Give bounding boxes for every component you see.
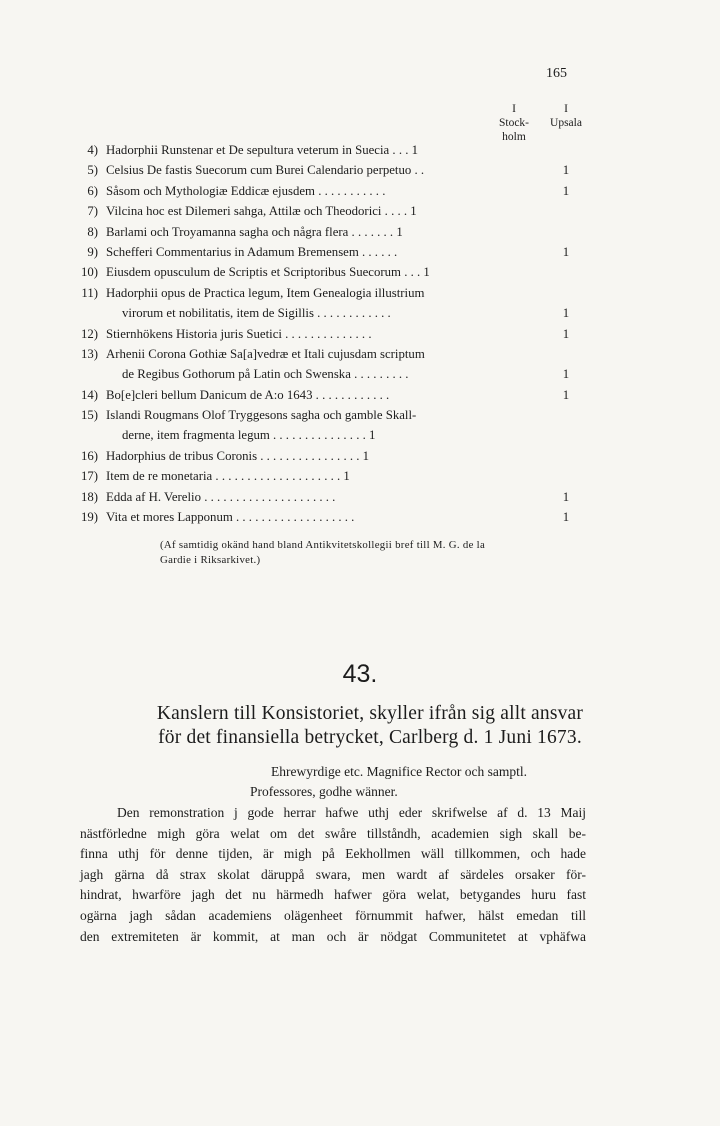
page-number: 165 (546, 66, 567, 81)
item-text: Bo[e]cleri bellum Danicum de A:o 1643 . . . . . . . . . . . . (106, 387, 390, 402)
item-text: virorum et nobilitatis, item de Sigillis . . . . . . . . . . . . (122, 306, 391, 321)
upsala-mark: 1 (562, 367, 570, 382)
item-number: 11) (81, 285, 98, 300)
list-item-line (0, 306, 720, 326)
item-text: Hadorphii Runstenar et De sepultura veterum in Suecia . . . 1 (106, 143, 419, 157)
salutation-line: Professores, godhe wänner. (250, 784, 398, 799)
upsala-mark: 1 (562, 306, 570, 321)
heading-line: för det finansiella betrycket, Carlberg d. 1 Juni 1673. (158, 727, 582, 748)
source-note (160, 538, 590, 568)
upsala-mark: 1 (562, 163, 570, 178)
item-text: Barlami och Troyamanna sagha och några flera . . . . . . . 1 (106, 224, 403, 239)
item-number: 17) (80, 469, 98, 484)
list-item-line (0, 408, 720, 428)
upsala-mark: 1 (562, 244, 570, 259)
document-heading (70, 702, 670, 750)
list-item-line (0, 225, 720, 245)
item-number: 14) (80, 387, 98, 402)
item-text: Schefferi Commentarius in Adamum Bremensem . . . . . . (106, 244, 398, 259)
item-text: Islandi Rougmans Olof Tryggesons sagha och gamble Skall- (106, 408, 417, 423)
list-item-line (0, 327, 720, 347)
item-number: 10) (80, 265, 98, 280)
upsala-mark: 1 (562, 510, 570, 525)
source-note-line: (Af samtidig okänd hand bland Antikvitetskollegii bref till M. G. de la (160, 539, 486, 551)
list-item-line (0, 286, 720, 306)
item-text: Stiernhökens Historia juris Suetici . . . . . . . . . . . . . . (106, 326, 372, 341)
column-label: Stock- (498, 117, 530, 129)
upsala-mark: 1 (562, 183, 570, 198)
list-item-line (0, 245, 720, 265)
item-number: 18) (80, 489, 98, 504)
item-number: 4) (87, 143, 98, 157)
list-item-line (0, 347, 720, 367)
salutation-line: Ehrewyrdige etc. Magnifice Rector och samptl. (271, 764, 528, 779)
list-item-line (0, 469, 720, 489)
list-item-line (0, 163, 720, 183)
item-text: Edda af H. Verelio . . . . . . . . . . . . . . . . . . . . . (106, 489, 336, 504)
column-header-upsala (542, 102, 590, 130)
list-item-line (0, 184, 720, 204)
item-number: 12) (80, 326, 98, 341)
item-text: Eiusdem opusculum de Scriptis et Scriptoribus Suecorum . . . 1 (106, 265, 430, 280)
source-note-line: Gardie i Riksarkivet.) (160, 554, 261, 566)
list-item-line (0, 388, 720, 408)
column-label: Upsala (550, 117, 582, 129)
body-line: finna uthj för denne tijden, är migh på Eekhollmen wäll tillkommen, och hade (80, 846, 586, 862)
item-number: 6) (87, 183, 98, 198)
heading-line: Kanslern till Konsistoriet, skyller ifrån sig allt ansvar (156, 703, 584, 724)
upsala-mark: 1 (562, 387, 570, 402)
list-item-line (0, 510, 720, 530)
body-line: Den remonstration j gode herrar hafwe uthj eder skrifwelse af d. 13 Maij (117, 805, 586, 820)
item-number: 9) (87, 244, 98, 259)
item-text: Arhenii Corona Gothiæ Sa[a]vedræ et Itali cujusdam scriptum (106, 346, 425, 361)
letter-body (80, 803, 586, 947)
document-number: 43. (342, 660, 378, 688)
upsala-mark: 1 (562, 326, 570, 341)
item-text: Celsius De fastis Suecorum cum Burei Calendario perpetuo . . (106, 163, 425, 178)
list-item-line (0, 449, 720, 469)
column-numeral: I (512, 103, 516, 115)
manuscript-list (0, 143, 720, 530)
list-item-line (0, 265, 720, 285)
column-header-stockholm (490, 102, 538, 144)
body-line: ogärna jagh sådan academiens olägenheet förnummit hafwer, hälst emedan till (80, 907, 586, 923)
body-line: jagh gärna då strax skolat däruppå swara, men wardt af särdeles orsaker för- (80, 866, 586, 882)
item-text: derne, item fragmenta legum . . . . . . . . . . . . . . . 1 (122, 428, 376, 443)
item-number: 8) (87, 224, 98, 239)
item-number: 16) (80, 448, 98, 463)
item-number: 5) (87, 163, 98, 178)
item-text: Item de re monetaria . . . . . . . . . . . . . . . . . . . . 1 (106, 469, 350, 484)
item-text: Hadorphius de tribus Coronis . . . . . . . . . . . . . . . . 1 (106, 448, 370, 463)
item-text: Såsom och Mythologiæ Eddicæ ejusdem . . . . . . . . . . . (106, 183, 386, 198)
item-text: de Regibus Gothorum på Latin och Swenska . . . . . . . . . (122, 367, 409, 382)
item-number: 15) (80, 408, 98, 423)
list-item-line (0, 490, 720, 510)
list-item-line (0, 428, 720, 448)
upsala-mark: 1 (562, 489, 570, 504)
list-item-line (0, 204, 720, 224)
body-line: den extremiteten är kommit, at man och är nödgat Communitetet at vphäfwa (80, 928, 586, 944)
item-text: Hadorphii opus de Practica legum, Item Genealogia illustrium (106, 285, 425, 300)
column-label-cont: holm (502, 131, 526, 143)
item-number: 13) (80, 346, 98, 361)
item-number: 19) (80, 510, 98, 525)
item-text: Vilcina hoc est Dilemeri sahga, Attilæ och Theodorici . . . . 1 (106, 204, 417, 219)
body-line: nästförledne migh göra welat om det swåre tillståndh, academien sigh skall be- (80, 825, 586, 841)
column-numeral: I (564, 103, 568, 115)
list-item-line (0, 143, 720, 163)
body-line: hindrat, hwarföre jagh det nu härmedh hafwer göra welat, betygandes huru fast (80, 887, 586, 903)
list-item-line (0, 367, 720, 387)
item-text: Vita et mores Lapponum . . . . . . . . . . . . . . . . . . . (106, 510, 355, 525)
item-number: 7) (87, 204, 98, 219)
